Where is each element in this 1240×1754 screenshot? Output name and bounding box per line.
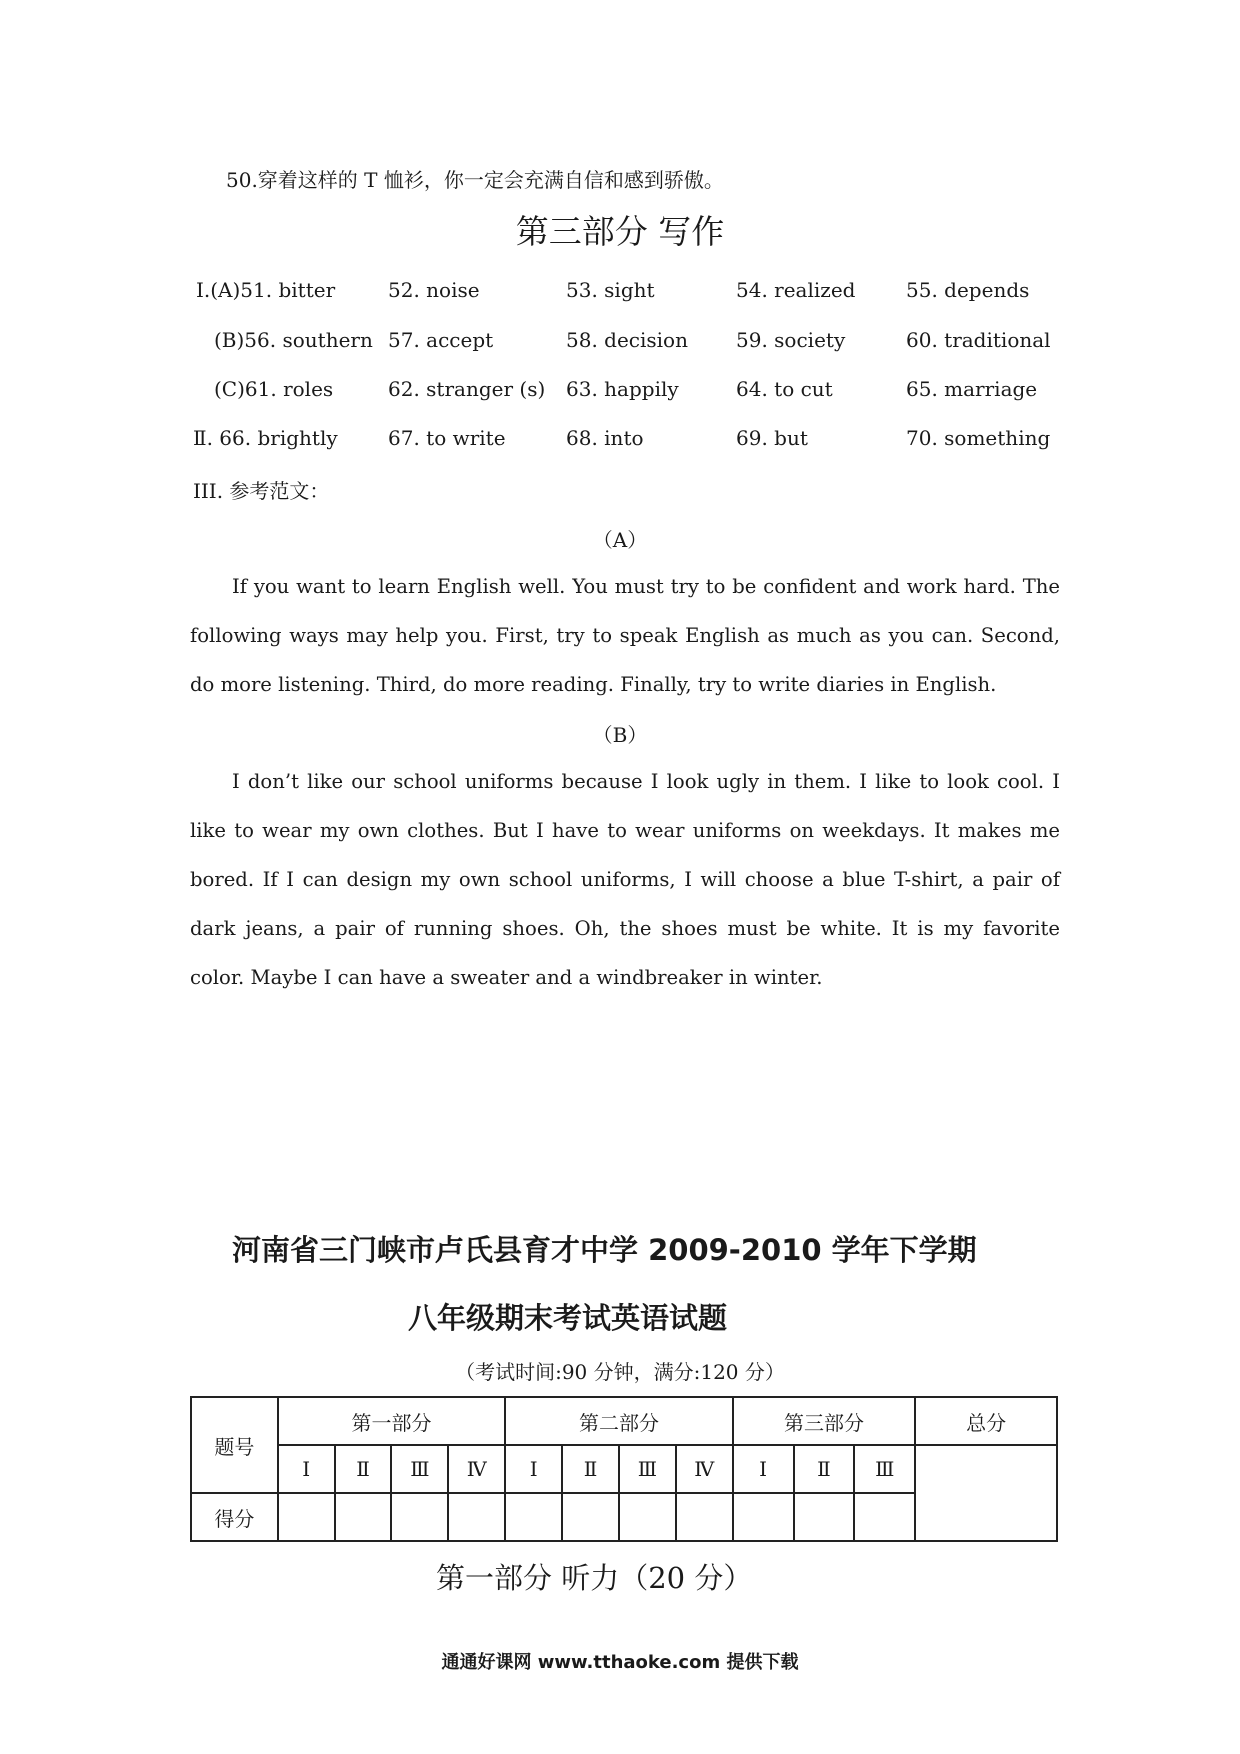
answer-58: 58. decision [566,328,688,352]
answer-60: 60. traditional [906,328,1051,352]
essay-a-text: If you want to learn English well. You must try to be confident and work hard. The following ways may help you. First, try to speak English as much as you can. Second, do more listening. Third, do more reading. Finally, try to write diaries in English. [190,575,1060,696]
answer-69: 69. but [736,426,808,450]
part2-sub-2: Ⅱ [562,1445,619,1493]
score-cell [448,1493,505,1541]
answer-66: Ⅱ. 66. brightly [193,426,338,450]
exam-title-line-2: 八年级期末考试英语试题 [408,1301,728,1335]
essay-a-label: （A） [592,528,648,552]
part2-sub-3: Ⅲ [619,1445,676,1493]
score-cell [278,1493,335,1541]
answer-63: 63. happily [566,377,679,401]
essay-b [190,757,1060,1002]
answer-52: 52. noise [388,278,480,302]
score-cell [562,1493,619,1541]
part3-sub-2: Ⅱ [794,1445,855,1493]
score-cell [676,1493,733,1541]
answer-64: 64. to cut [736,377,833,401]
score-cell [335,1493,392,1541]
answer-68: 68. into [566,426,644,450]
score-table-total: 总分 [915,1397,1057,1445]
essay-a [190,562,1060,709]
answer-57: 57. accept [388,328,494,352]
answer-51: Ⅰ.(A)51. bitter [196,278,336,302]
answer-62: 62. stranger (s) [388,377,546,401]
score-table [190,1396,1058,1542]
sample-essay-label: III. 参考范文： [193,479,330,503]
essay-b-text: I don’t like our school uniforms because I look ugly in them. I like to look cool. I like to wear my own clothes. But I have to wear uniforms on weekdays. It makes me bored. If I can design my own school uniforms, I will choose a blue T-shirt, a pair of dark jeans, a pair of running shoes. Oh, the shoes must be white. It is my favorite color. Maybe I can have a sweater and a windbreaker in winter. [190,770,1060,989]
part3-sub-1: Ⅰ [733,1445,794,1493]
score-cell [505,1493,562,1541]
answer-56: (B)56. southern [214,328,373,352]
exam-info: （考试时间:90 分钟，满分:120 分） [455,1360,785,1384]
section-3-title: 第三部分 写作 [515,212,725,251]
part1-sub-3: Ⅲ [391,1445,448,1493]
score-cell [794,1493,855,1541]
score-cell [854,1493,915,1541]
part2-sub-1: Ⅰ [505,1445,562,1493]
part1-sub-4: Ⅳ [448,1445,505,1493]
answer-55: 55. depends [906,278,1030,302]
answer-67: 67. to write [388,426,506,450]
score-cell [391,1493,448,1541]
answer-70: 70. something [906,426,1051,450]
footer: 通通好课网 www.tthaoke.com 提供下载 [441,1652,799,1673]
part1-sub-2: Ⅱ [335,1445,392,1493]
score-cell [733,1493,794,1541]
total-score-cell [915,1445,1057,1541]
score-table-part-1: 第一部分 [278,1397,505,1445]
question-50: 50.穿着这样的 T 恤衫，你一定会充满自信和感到骄傲。 [226,168,724,192]
score-cell [619,1493,676,1541]
part2-sub-4: Ⅳ [676,1445,733,1493]
answer-65: 65. marriage [906,377,1038,401]
score-table-header-question: 题号 [191,1397,278,1493]
score-table-header-score: 得分 [191,1493,278,1541]
answer-54: 54. realized [736,278,856,302]
part1-sub-1: Ⅰ [278,1445,335,1493]
essay-b-label: （B） [592,723,648,747]
answer-61: (C)61. roles [214,377,334,401]
answer-53: 53. sight [566,278,655,302]
score-table-part-2: 第二部分 [505,1397,732,1445]
score-table-part-3: 第三部分 [733,1397,916,1445]
answer-59: 59. society [736,328,846,352]
part3-sub-3: Ⅲ [854,1445,915,1493]
section-1-title: 第一部分 听力（20 分） [436,1561,753,1595]
exam-title-line-1: 河南省三门峡市卢氏县育才中学 2009-2010 学年下学期 [232,1233,977,1267]
